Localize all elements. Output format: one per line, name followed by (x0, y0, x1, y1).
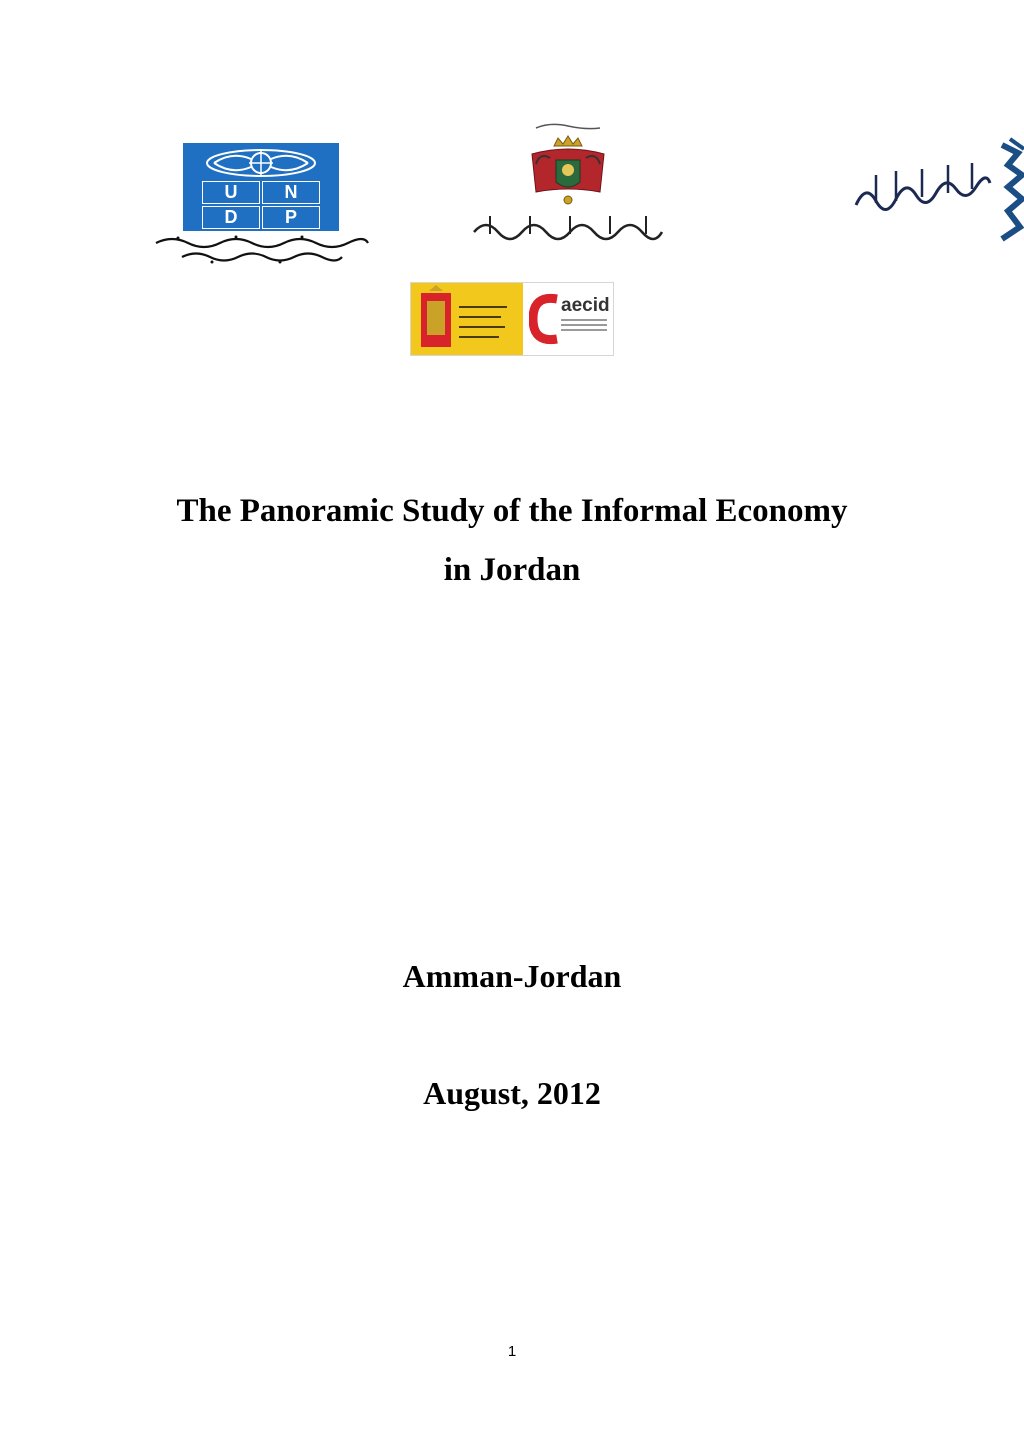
aecid-subtitle-lines (561, 319, 607, 334)
document-title: The Panoramic Study of the Informal Economy (176, 493, 848, 529)
undp-letter-u: U (202, 181, 260, 204)
jordan-royal-crest-icon (470, 120, 666, 245)
undp-arabic-caption-icon (152, 233, 372, 265)
aecid-label: aecid (561, 295, 610, 316)
page-number: 1 (507, 1343, 517, 1360)
document-location: Amman-Jordan (402, 958, 622, 994)
undp-logo (152, 143, 372, 265)
document-date: August, 2012 (423, 1075, 601, 1111)
aecid-c-icon (529, 293, 561, 345)
un-emblem-icon (202, 147, 320, 179)
document-title-continued: in Jordan (443, 552, 581, 588)
undp-letter-n: N (262, 181, 320, 204)
undp-letter-p: P (262, 206, 320, 229)
undp-letter-d: D (202, 206, 260, 229)
economic-social-council-icon (852, 135, 1024, 243)
aecid-logo (410, 282, 614, 356)
undp-letter-grid (202, 181, 320, 225)
spanish-embassy-panel (411, 283, 523, 355)
spain-coat-of-arms-icon (411, 283, 523, 355)
